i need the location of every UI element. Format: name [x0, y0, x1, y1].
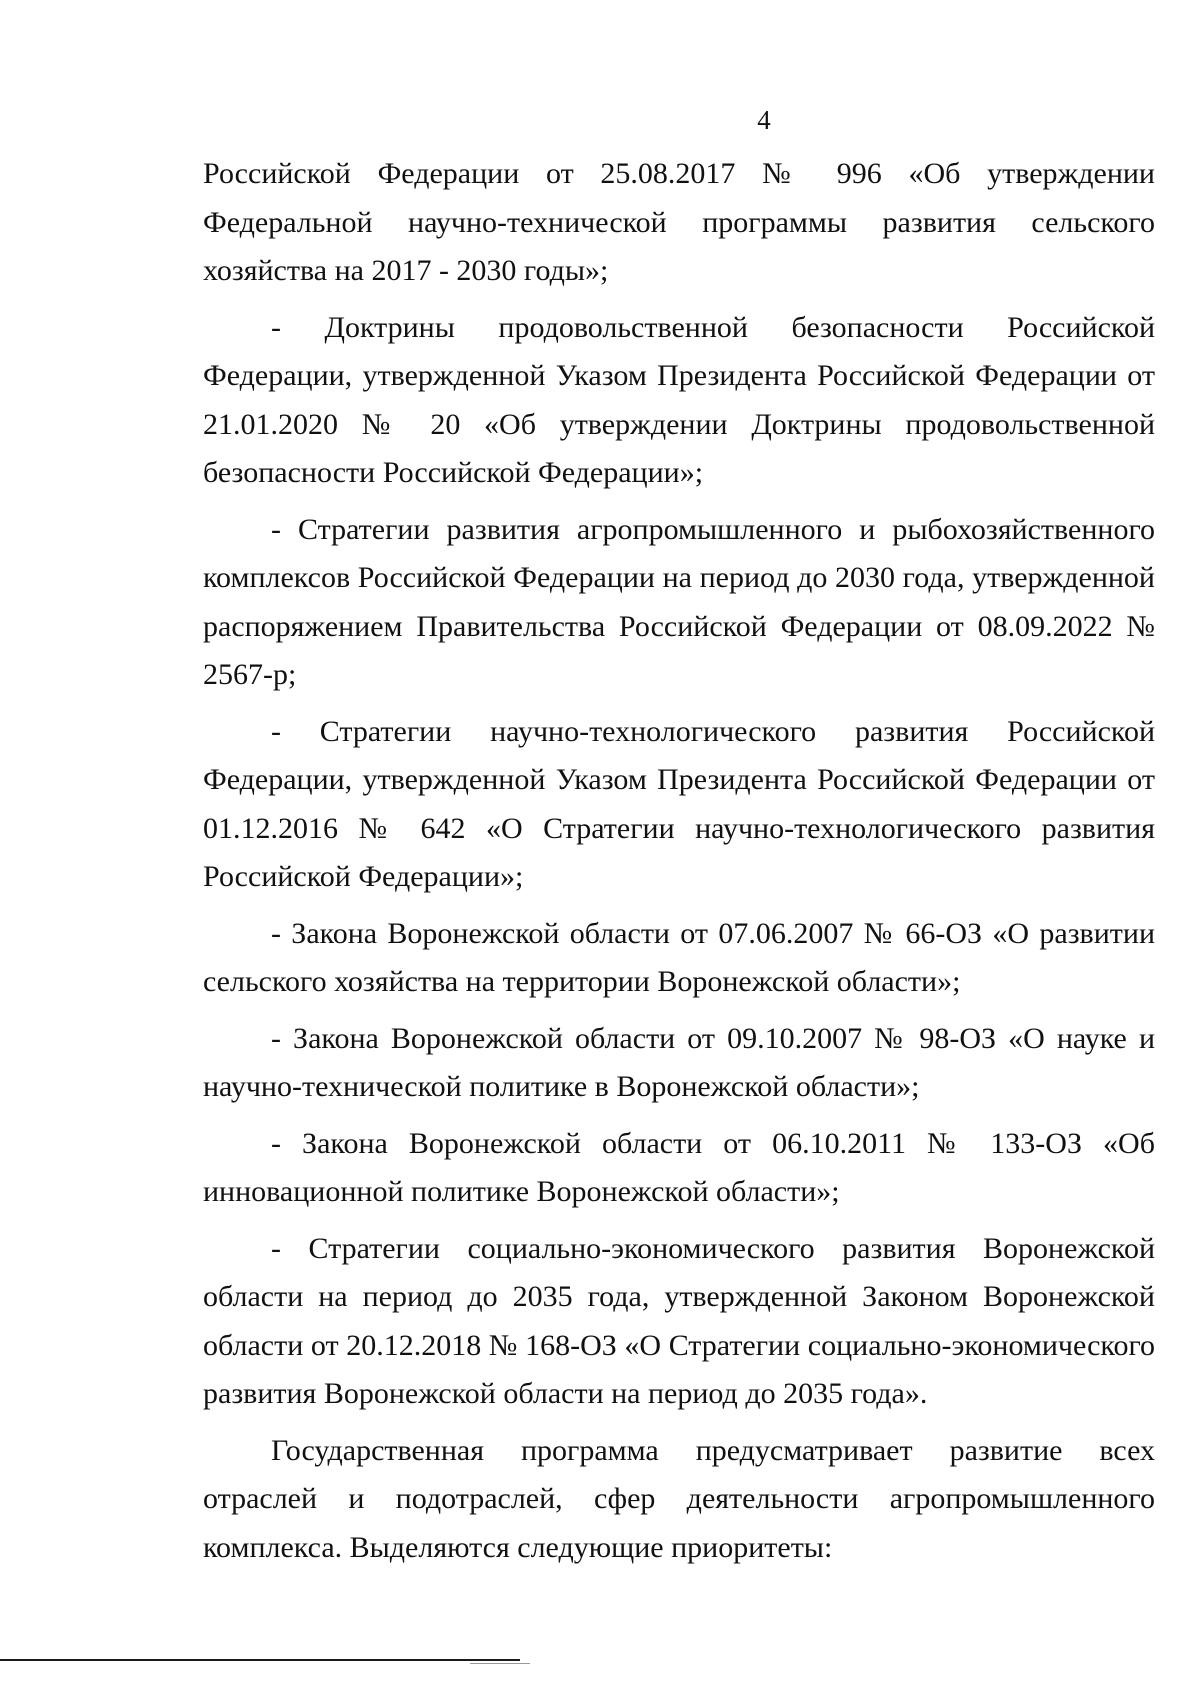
document-body: [203, 150, 1155, 1572]
paragraph-law-133: - Закона Воронежской области от 06.10.2011 № 133-ОЗ «Об инновационной политике Воронежской области»;: [203, 1126, 1155, 1208]
paragraph-science-strategy: - Стратегии научно-технологического развития Российской Федерации, утвержденной Указом Президента Российской Федерации от 01.12.2016 № 642 «О Стратегии научно-технологического развития Российской Федерации»;: [203, 714, 1155, 893]
paragraph-law-98: - Закона Воронежской области от 09.10.2007 № 98-ОЗ «О науке и научно-технической политике в Воронежской области»;: [203, 1021, 1155, 1103]
page-number: 4: [757, 105, 771, 135]
paragraph-food-security-doctrine: - Доктрины продовольственной безопасности Российской Федерации, утвержденной Указом Президента Российской Федерации от 21.01.2020 № 20 «Об утверждении Доктрины продовольственной безопасности Российской Федерации»;: [203, 310, 1155, 489]
paragraph-law-66: - Закона Воронежской области от 07.06.2007 № 66-ОЗ «О развитии сельского хозяйства на территории Воронежской области»;: [203, 916, 1155, 998]
paragraph-program-priorities: Государственная программа предусматривает развитие всех отраслей и подотраслей, сфер деятельности агропромышленного комплекса. Выделяются следующие приоритеты:: [203, 1433, 1155, 1564]
paragraph-socioeconomic-strategy: - Стратегии социально-экономического развития Воронежской области на период до 2035 года, утвержденной Законом Воронежской области от 20.12.2018 № 168-ОЗ «О Стратегии социально-экономического развития Воронежской области на период до 2035 года».: [203, 1231, 1155, 1410]
scan-edge-line-faint: [470, 1663, 530, 1664]
paragraph-agro-strategy: - Стратегии развития агропромышленного и рыбохозяйственного комплексов Российской Федерации на период до 2030 года, утвержденной распоряжением Правительства Российской Федерации от 08.09.2022 № 2567-р;: [203, 512, 1155, 691]
paragraph-continuation: Российской Федерации от 25.08.2017 № 996 «Об утверждении Федеральной научно-технической программы развития сельского хозяйства на 2017 - 2030 годы»;: [203, 157, 1155, 287]
scan-edge-line: [0, 1659, 520, 1661]
